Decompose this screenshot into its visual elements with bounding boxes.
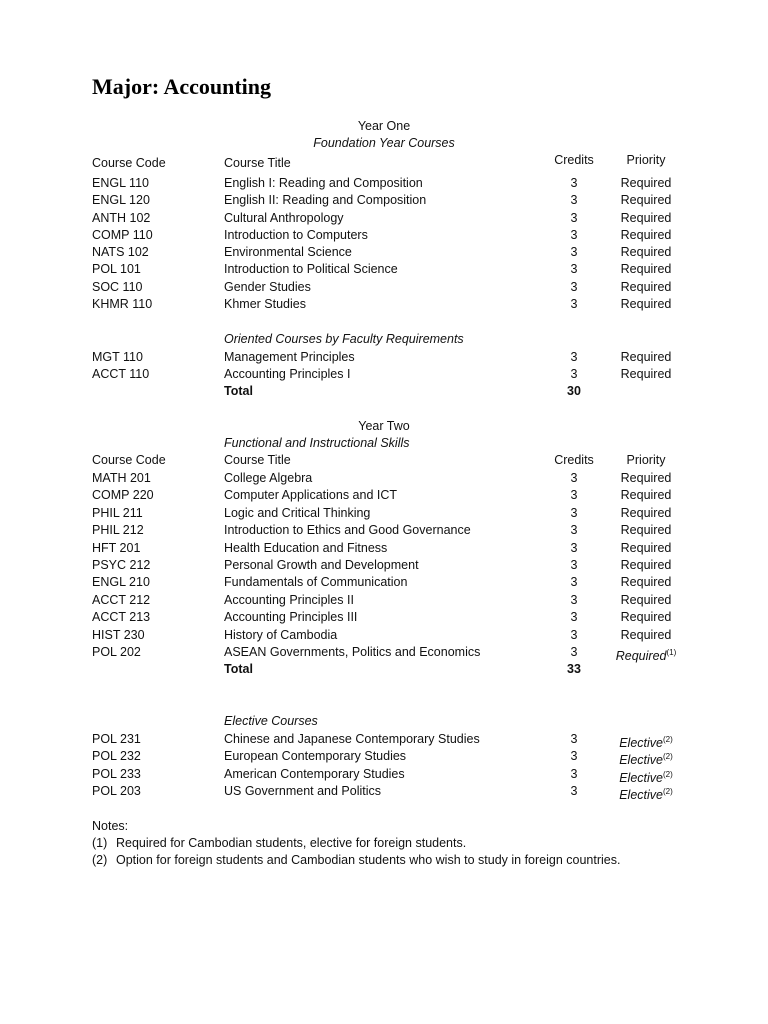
col-course-code: Course Code [92, 156, 166, 170]
course-title: US Government and Politics [224, 784, 382, 799]
course-title: Logic and Critical Thinking [224, 505, 371, 520]
table-row: POL 233 American Contemporary Studies 3 Elective$^{(2)}$ [92, 766, 673, 785]
course-title: Environmental Science [224, 245, 352, 260]
course-title: Fundamentals of Communication [224, 575, 408, 590]
col-course-code: Course Code [92, 453, 166, 467]
table-row: POL 202 ASEAN Governments, Politics and Economics 3 Required$^{(1)}$ [92, 644, 677, 663]
table-row: MATH 201 College Algebra 3 Required [92, 471, 672, 485]
course-title: Chinese and Japanese Contemporary Studies [224, 732, 480, 746]
course-title: College Algebra [224, 471, 313, 485]
footnote-marker: (1) [666, 647, 677, 657]
course-title: Personal Growth and Development [224, 557, 419, 572]
footnote-marker: (2) [663, 787, 673, 797]
course-title: Accounting Principles I [224, 367, 351, 382]
elective-courses-heading: Elective Courses [224, 714, 318, 728]
table-row: ENGL 110 English I: Reading and Composition 3 Required [92, 176, 672, 190]
table-row: NATS 102 Environmental Science 3 Required [92, 245, 672, 260]
course-code: KHMR 110 [92, 297, 153, 312]
note-item: (2) Option for foreign students and Cambodian students who wish to study in foreign countries. [92, 853, 621, 867]
course-title: Introduction to Computers [224, 227, 368, 242]
table-row: POL 101 Introduction to Political Science 3 Required [92, 262, 672, 277]
course-code: ANTH 102 [92, 210, 151, 225]
table-row: POL 203 US Government and Politics 3 Elective$^{(2)}$ [92, 784, 673, 803]
course-title: Cultural Anthropology [224, 210, 344, 225]
col-course-title: Course Title [224, 156, 291, 170]
course-code: POL 202 [92, 644, 141, 659]
course-title: American Contemporary Studies [224, 766, 405, 781]
table-row: POL 232 European Contemporary Studies 3 Elective$^{(2)}$ [92, 749, 673, 768]
notes-section [92, 818, 620, 869]
total-label: Total [224, 384, 253, 398]
course-title: Khmer Studies [224, 297, 306, 312]
course-title: Accounting Principles II [224, 592, 354, 607]
course-code: POL 233 [92, 766, 141, 781]
course-code: MGT 110 [92, 350, 143, 364]
table-row: PSYC 212 Personal Growth and Development 3 Required [92, 557, 672, 572]
course-title: English II: Reading and Composition [224, 193, 427, 208]
table-row: ENGL 120 English II: Reading and Composition 3 Required [92, 193, 672, 208]
course-title: Accounting Principles III [224, 610, 358, 625]
total-label: Total [224, 662, 253, 676]
course-title: English I: Reading and Composition [224, 176, 423, 190]
course-code: ACCT 213 [92, 610, 151, 625]
notes-heading: Notes: [92, 819, 129, 833]
year-one-header-row: Course Code Course Title Credits Priority [92, 153, 666, 170]
elective-courses-table [0, 731, 768, 801]
footnote-marker: (2) [663, 769, 673, 779]
table-row: ACCT 213 Accounting Principles III 3 Required [92, 610, 672, 625]
table-row: ENGL 210 Fundamentals of Communication 3 Required [92, 575, 672, 590]
table-row: SOC 110 Gender Studies 3 Required [92, 279, 672, 294]
footnote-marker: (2) [663, 752, 673, 762]
note-item: (1) Required for Cambodian students, elective for foreign students. [92, 836, 467, 850]
table-row: ACCT 212 Accounting Principles II 3 Required [92, 592, 672, 607]
table-row: POL 231 Chinese and Japanese Contemporary Studies 3 Elective$^{(2)}$ [92, 732, 673, 750]
year-two-heading: Year Two [358, 419, 410, 433]
course-code: NATS 102 [92, 245, 149, 260]
table-row: ANTH 102 Cultural Anthropology 3 Required [92, 210, 672, 225]
table-row: HIST 230 History of Cambodia 3 Required [92, 627, 672, 642]
year-one-total-row: Total 30 [224, 384, 581, 398]
course-title: History of Cambodia [224, 627, 338, 642]
course-code: PHIL 212 [92, 523, 144, 538]
course-title: ASEAN Governments, Politics and Economics [224, 644, 481, 659]
course-title: Computer Applications and ICT [224, 488, 398, 503]
year-two-header-row: Course Code Course Title Credits Priority [92, 453, 666, 467]
course-title: European Contemporary Studies [224, 749, 407, 764]
course-title: Introduction to Ethics and Good Governance [224, 523, 471, 538]
course-code: COMP 220 [92, 488, 154, 503]
year-two-table [0, 470, 768, 661]
course-code: HIST 230 [92, 627, 145, 642]
course-code: SOC 110 [92, 279, 143, 294]
course-code: PSYC 212 [92, 557, 151, 572]
oriented-courses-heading: Oriented Courses by Faculty Requirements [224, 332, 464, 346]
col-course-title: Course Title [224, 453, 291, 467]
year-one-table [0, 175, 768, 313]
table-row: COMP 220 Computer Applications and ICT 3 Required [92, 488, 672, 503]
year-two-subheading: Functional and Instructional Skills [224, 436, 410, 450]
course-code: ACCT 212 [92, 592, 151, 607]
course-code: ENGL 120 [92, 193, 150, 208]
table-row: COMP 110 Introduction to Computers 3 Required [92, 227, 672, 242]
course-code: ACCT 110 [92, 367, 150, 382]
course-title: Management Principles [224, 350, 355, 364]
course-code: ENGL 110 [92, 176, 149, 190]
table-row: MGT 110 Management Principles 3 Required [92, 350, 672, 364]
course-code: PHIL 211 [92, 505, 143, 520]
page-title: Major: Accounting [92, 74, 272, 99]
course-title: Introduction to Political Science [224, 262, 398, 277]
course-code: POL 232 [92, 749, 141, 764]
course-code: MATH 201 [92, 471, 151, 485]
course-title: Gender Studies [224, 279, 311, 294]
course-code: POL 231 [92, 732, 141, 746]
course-code: HFT 201 [92, 540, 141, 555]
course-code: ENGL 210 [92, 575, 150, 590]
course-title: Health Education and Fitness [224, 540, 388, 555]
course-code: COMP 110 [92, 227, 153, 242]
year-one-heading: Year One [357, 119, 411, 133]
course-code: POL 101 [92, 262, 141, 277]
table-row: HFT 201 Health Education and Fitness 3 Required [92, 540, 672, 555]
course-code: POL 203 [92, 784, 141, 799]
year-one-subheading: Foundation Year Courses [313, 136, 455, 150]
oriented-courses-table [0, 349, 768, 384]
year-two-total-row: Total 33 [224, 662, 581, 676]
footnote-marker: (2) [663, 735, 673, 744]
table-row: ACCT 110 Accounting Principles I 3 Required [92, 367, 672, 382]
table-row: PHIL 212 Introduction to Ethics and Good Governance 3 Required [92, 523, 672, 538]
table-row: PHIL 211 Logic and Critical Thinking 3 Required [92, 505, 672, 520]
table-row: KHMR 110 Khmer Studies 3 Required [92, 297, 672, 312]
